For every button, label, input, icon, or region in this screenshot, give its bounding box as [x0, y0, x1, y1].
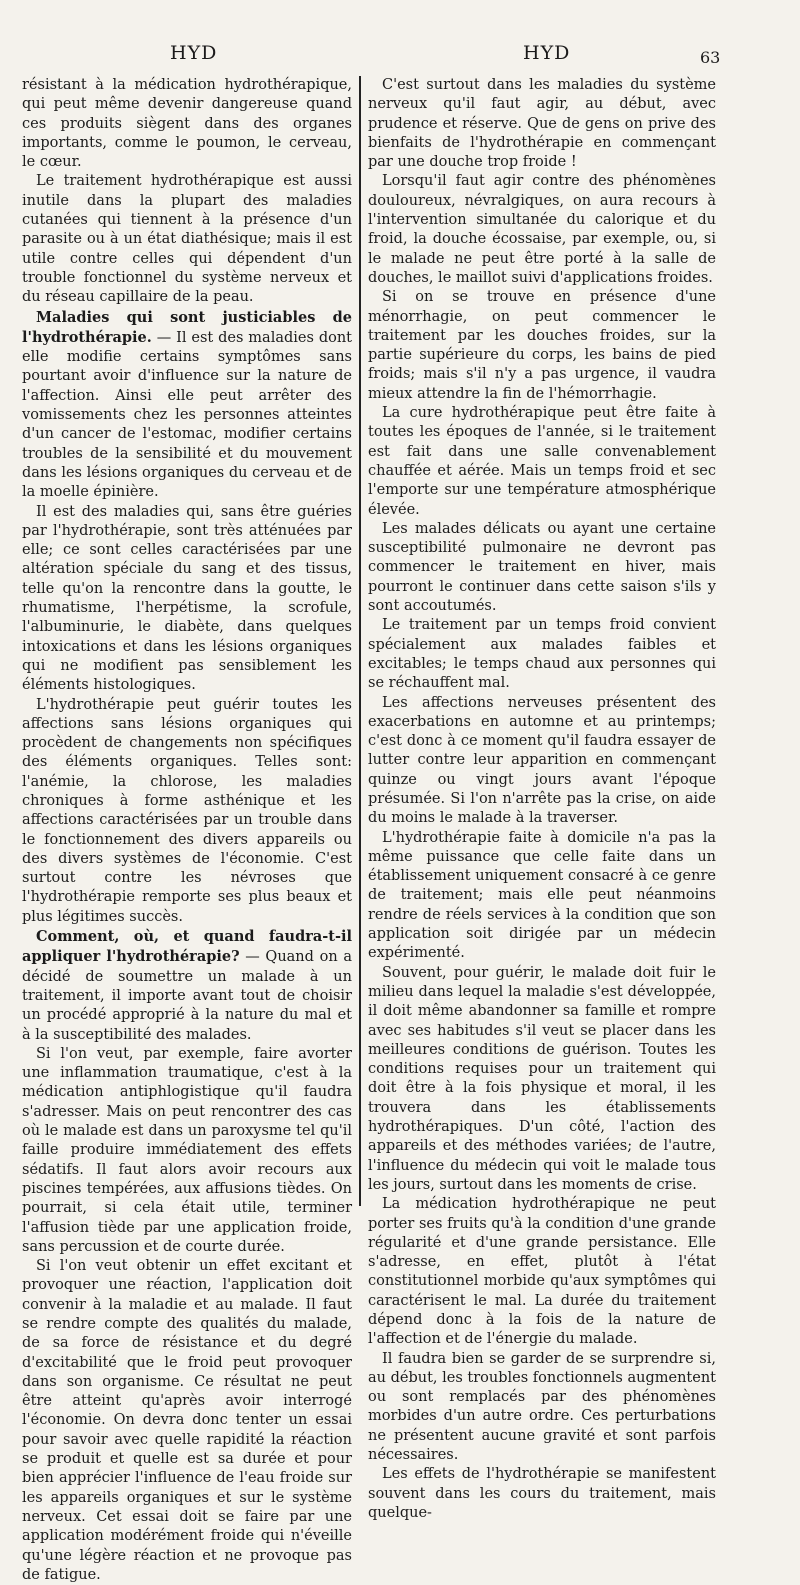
paragraph: L'hydrothérapie faite à domicile n'a pas la même puissance que celle faite dans un établissement uniquement consacré à ce genre de traitement; mais elle peut néanmoins rendre de réels services à la condition que son application soit dirigée par un médecin expérimenté. — [368, 829, 716, 962]
section-heading: Comment, où, et quand faudra-t-il appliquer l'hydrothérapie? — [22, 928, 352, 966]
running-header — [0, 42, 800, 72]
section-text: — Quand on a décidé de soumettre un malade à un traitement, il importe avant tout de choisir un procédé approprié à la nature du mal et à la susceptibilité des malades. — [22, 949, 352, 1043]
paragraph: Il faudra bien se garder de se surprendre si, au début, les troubles fonctionnels augmentent ou sont remplacés par des phénomènes morbides d'un autre ordre. Ces perturbations ne présentent aucune gravité et sont parfois nécessaires. — [368, 1350, 716, 1464]
paragraph: C'est surtout dans les maladies du système nerveux qu'il faut agir, au début, avec prudence et réserve. Que de gens on prive des bienfaits de l'hydrothérapie en commençant par une douche trop froide ! — [368, 77, 716, 171]
page-number: 63 — [700, 48, 721, 67]
paragraph: Les malades délicats ou ayant une certaine susceptibilité pulmonaire ne devront pas commencer le traitement en hiver, mais pourront le continuer dans cette saison s'ils y sont accoutumés. — [368, 520, 716, 615]
section-heading: Maladies qui sont justiciables de l'hydrothérapie. — [22, 308, 352, 346]
paragraph: résistant à la médication hydrothérapique, qui peut même devenir dangereuse quand ces produits siègent dans des organes importants, comme le poumon, le cerveau, le cœur. — [22, 77, 352, 171]
paragraph: Si on se trouve en présence d'une ménorrhagie, on peut commencer le traitement par les douches froides, sur la partie supérieure du corps, les bains de pied froids; mais s'il n'y a pas urgence, il vaudra mieux attendre la fin de l'hémorrhagie. — [368, 289, 716, 402]
paragraph: Si l'on veut, par exemple, faire avorter une inflammation traumatique, c'est à la médication antiphlogistique qu'il faudra s'adresser. Mais on peut rencontrer des cas où le malade est dans un paroxysme tel qu'il faille produire immédiatement des effets sédatifs. Il faut alors avoir recours aux piscines tempérées, aux affusions tièdes. On pourrait, si cela était utile, terminer l'affusion tiède par une application froide, sans percussion et de courte durée. — [22, 1045, 352, 1255]
paragraph: Les effets de l'hydrothérapie se manifestent souvent dans les cours du traitement, mais quelque- — [368, 1466, 716, 1521]
paragraph: Le traitement hydrothérapique est aussi inutile dans la plupart des maladies cutanées qui tiennent à la présence d'un parasite ou à un état diathésique; mais il est utile contre celles qui dépendent d'un trouble fonctionnel du système nerveux et du réseau capillaire de la peau. — [22, 173, 352, 306]
right-running-title: HYD — [523, 42, 571, 64]
paragraph: La médication hydrothérapique ne peut porter ses fruits qu'à la condition d'une grande régularité et d'une grande persistance. Elle s'adresse, en effet, plutôt à l'état constitutionnel morbide qu'aux symptômes qui caractérisent le mal. La durée du traitement dépend donc à la fois de la nature de l'affection et de l'énergie du malade. — [368, 1196, 716, 1348]
paragraph: La cure hydrothérapique peut être faite à toutes les époques de l'année, si le traitement est fait dans une salle convenablement chauffée et aérée. Mais un temps froid et sec l'emporte sur une température atmosphérique élevée. — [368, 405, 716, 518]
paragraph: Il est des maladies qui, sans être guéries par l'hydrothérapie, sont très atténuées par elle; ce sont celles caractérisées par une altération spéciale du sang et des tissus, telle qu'on la rencontre dans la goutte, le rhumatisme, l'herpétisme, la scrofule, l'albuminurie, le diabète, dans quelques intoxications et dans les lésions organiques qui ne modifient pas sensiblement les éléments histologiques. — [22, 503, 352, 694]
paragraph: Les affections nerveuses présentent des exacerbations en automne et au printemps; c'est donc à ce moment qu'il faudra essayer de lutter contre leur apparition en commençant quinze ou vingt jours avant l'époque présumée. Si l'on n'arrête pas la crise, on aide du moins le malade à la traverser. — [368, 694, 716, 827]
left-running-title: HYD — [170, 42, 218, 64]
column-divider — [359, 76, 361, 1206]
section-text: — Il est des maladies dont elle modifie certains symptômes sans pourtant avoir d'influence sur la nature de l'affection. Ainsi elle peut arrêter des vomissements chez les personnes atteintes d'un cancer de l'estomac, modifier certains troubles de la sensibilité et du mouvement dans les lésions organiques du cerveau et de la moelle épinière. — [22, 329, 352, 501]
left-text-column — [22, 76, 352, 1583]
paragraph — [22, 308, 352, 503]
paragraph: L'hydrothérapie peut guérir toutes les affections sans lésions organiques qui procèdent de changements non spécifiques des éléments organiques. Telles sont: l'anémie, la chlorose, les maladies chroniques à forme asthénique et les affections caractérisées par un trouble dans le fonctionnement des divers appareils ou des divers systèmes de l'économie. C'est surtout contre les névroses que l'hydrothérapie remporte ses plus beaux et plus légitimes succès. — [22, 696, 352, 925]
paragraph: Le traitement par un temps froid convient spécialement aux malades faibles et excitables; le temps chaud aux personnes qui se réchauffent mal. — [368, 617, 716, 692]
right-text-column — [368, 76, 716, 1521]
paragraph: Lorsqu'il faut agir contre des phénomènes douloureux, névralgiques, on aura recours à l'intervention simultanée du calorique et du froid, la douche écossaise, par exemple, ou, si le malade ne peut être porté à la salle de douches, le maillot suivi d'applications froides. — [368, 173, 716, 286]
paragraph: Si l'on veut obtenir un effet excitant et provoquer une réaction, l'application doit convenir à la maladie et au malade. Il faut se rendre compte des qualités du malade, de sa force de résistance et du degré d'excitabilité que le froid peut provoquer dans son organisme. Ce résultat ne peut être atteint qu'après avoir interrogé l'économie. On devra donc tenter un essai pour savoir avec quelle rapidité la réaction se produit et quelle est sa durée et pour bien apprécier l'influence de l'eau froide sur les appareils organiques et sur le système nerveux. Cet essai doit se faire par une application modérément froide qui n'éveille qu'une légère réaction et ne provoque pas de fatigue. — [22, 1258, 352, 1583]
paragraph: Souvent, pour guérir, le malade doit fuir le milieu dans lequel la maladie s'est développée, il doit même abandonner sa famille et rompre avec ses habitudes s'il veut se placer dans les meilleures conditions de guérison. Toutes les conditions requises pour un traitement qui doit être à la fois physique et moral, il les trouvera dans les établissements hydrothérapiques. D'un côté, l'action des appareils et des méthodes variées; de l'autre, l'influence du médecin qui voit le malade tous les jours, surtout dans les moments de crise. — [368, 964, 716, 1193]
paragraph — [22, 927, 352, 1045]
